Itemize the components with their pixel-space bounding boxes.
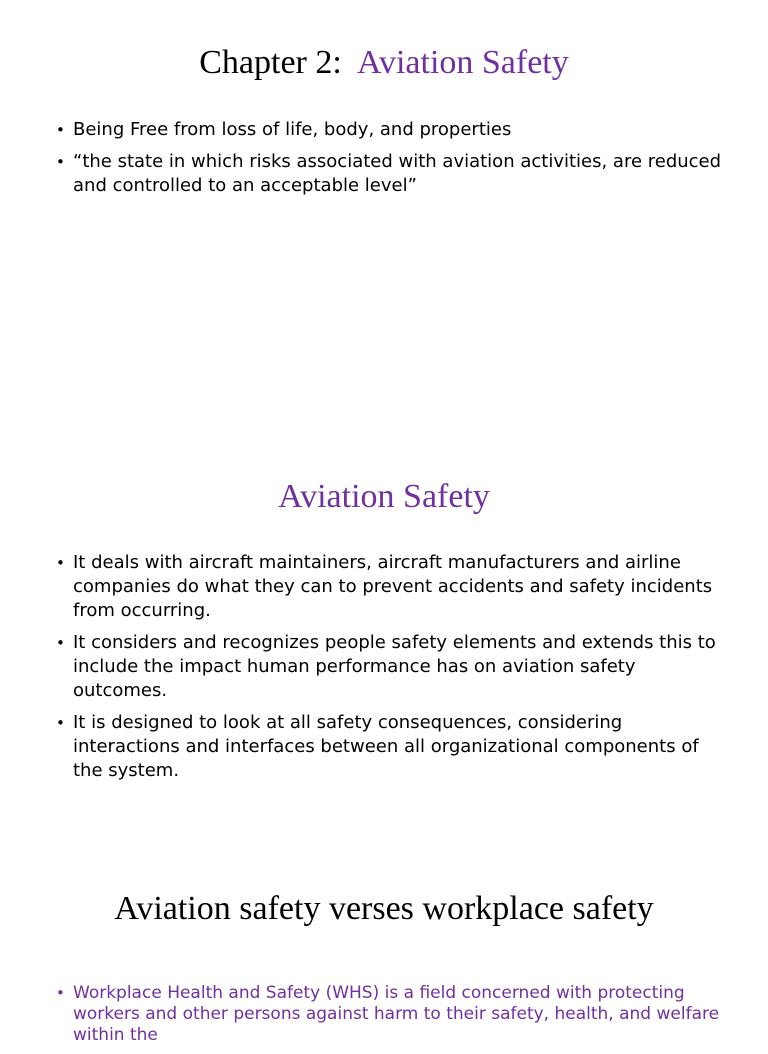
bullet-text: “the state in which risks associated with aviation activities, are reduced and controlled to an acceptable level”: [73, 151, 722, 196]
bullet-text: Being Free from loss of life, body, and properties: [73, 119, 512, 140]
bullet-text: It deals with aircraft maintainers, aircraft manufacturers and airline companies do what they can to prevent accidents and safety incidents from occurring.: [73, 552, 713, 621]
bullet-text: It considers and recognizes people safety elements and extends this to include the impact human performance has on aviation safety outcomes.: [73, 632, 716, 701]
bullet-icon: •: [56, 634, 65, 652]
bullet-icon: •: [56, 153, 65, 171]
slide-3-bullet-list: [56, 983, 726, 1054]
title-accent: Aviation Safety: [356, 44, 569, 81]
bullet-icon: •: [56, 121, 65, 139]
bullet-text: It is designed to look at all safety consequences, considering interactions and interfaces between all organizational components of the system.: [73, 712, 699, 781]
slide-2-title: Aviation Safety: [278, 478, 490, 515]
bullet-icon: •: [56, 984, 65, 1002]
bullet-icon: •: [56, 554, 65, 572]
list-item: [56, 983, 726, 1046]
slide-3-title: Aviation safety verses workplace safety: [114, 890, 654, 927]
bullet-text: Workplace Health and Safety (WHS) is a field concerned with protecting workers and other persons against harm to their safety, health, and welfare within the: [73, 983, 720, 1045]
title-prefix: Chapter 2:: [199, 44, 342, 81]
bullet-icon: •: [56, 714, 65, 732]
